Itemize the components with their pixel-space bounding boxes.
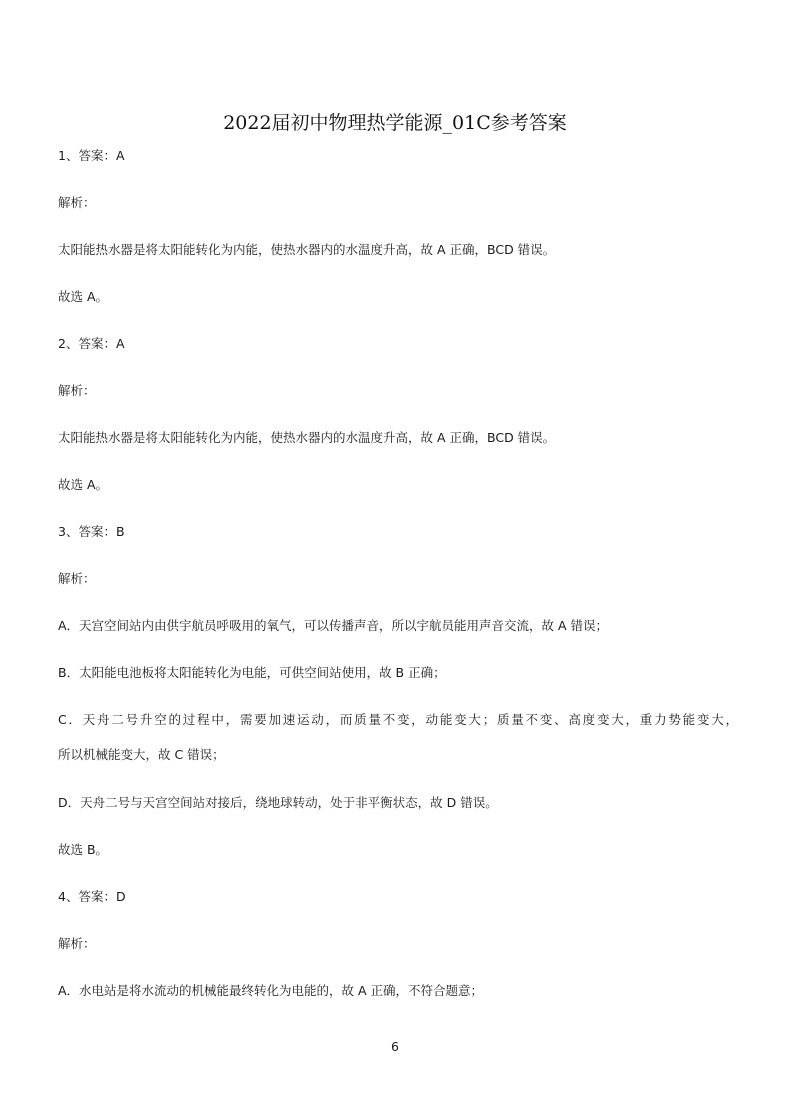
answer-1-analysis-label: 解析：	[58, 195, 96, 210]
page-title: 2022届初中物理热学能源_01C参考答案	[223, 112, 567, 134]
answer-4-option-a: A．水电站是将水流动的机械能最终转化为电能的，故 A 正确，不符合题意；	[58, 983, 484, 998]
answer-3-analysis-label: 解析：	[58, 571, 96, 586]
answer-4-heading: 4、答案：D	[58, 889, 126, 904]
answer-3-option-d: D．天舟二号与天宫空间站对接后，绕地球转动，处于非平衡状态，故 D 错误。	[58, 795, 498, 810]
answer-2-heading: 2、答案：A	[58, 336, 125, 351]
answer-3-option-a: A．天宫空间站内由供宇航员呼吸用的氧气，可以传播声音，所以宇航员能用声音交流，故 A 错误；	[58, 618, 609, 633]
answer-3-option-c-line-1: C．天舟二号升空的过程中，需要加速运动，而质量不变，动能变大；质量不变、高度变大，重力势能变大，	[58, 712, 738, 727]
answer-2-analysis-text: 太阳能热水器是将太阳能转化为内能，使热水器内的水温度升高，故 A 正确，BCD 错误。	[58, 430, 556, 445]
answer-1-analysis-text: 太阳能热水器是将太阳能转化为内能，使热水器内的水温度升高，故 A 正确，BCD 错误。	[58, 242, 556, 257]
answer-3-option-b: B．太阳能电池板将太阳能转化为电能，可供空间站使用，故 B 正确；	[58, 665, 446, 680]
answer-4-analysis-label: 解析：	[58, 936, 96, 951]
answer-2-conclusion: 故选 A。	[58, 477, 109, 492]
answer-3-heading: 3、答案：B	[58, 524, 125, 539]
answer-3-option-c-line-2: 所以机械能变大，故 C 错误；	[58, 747, 225, 762]
answer-2-analysis-label: 解析：	[58, 383, 96, 398]
page-number: 6	[391, 1039, 399, 1054]
answer-1-heading: 1、答案：A	[58, 148, 125, 163]
answer-1-conclusion: 故选 A。	[58, 289, 109, 304]
answer-3-conclusion: 故选 B。	[58, 842, 109, 857]
